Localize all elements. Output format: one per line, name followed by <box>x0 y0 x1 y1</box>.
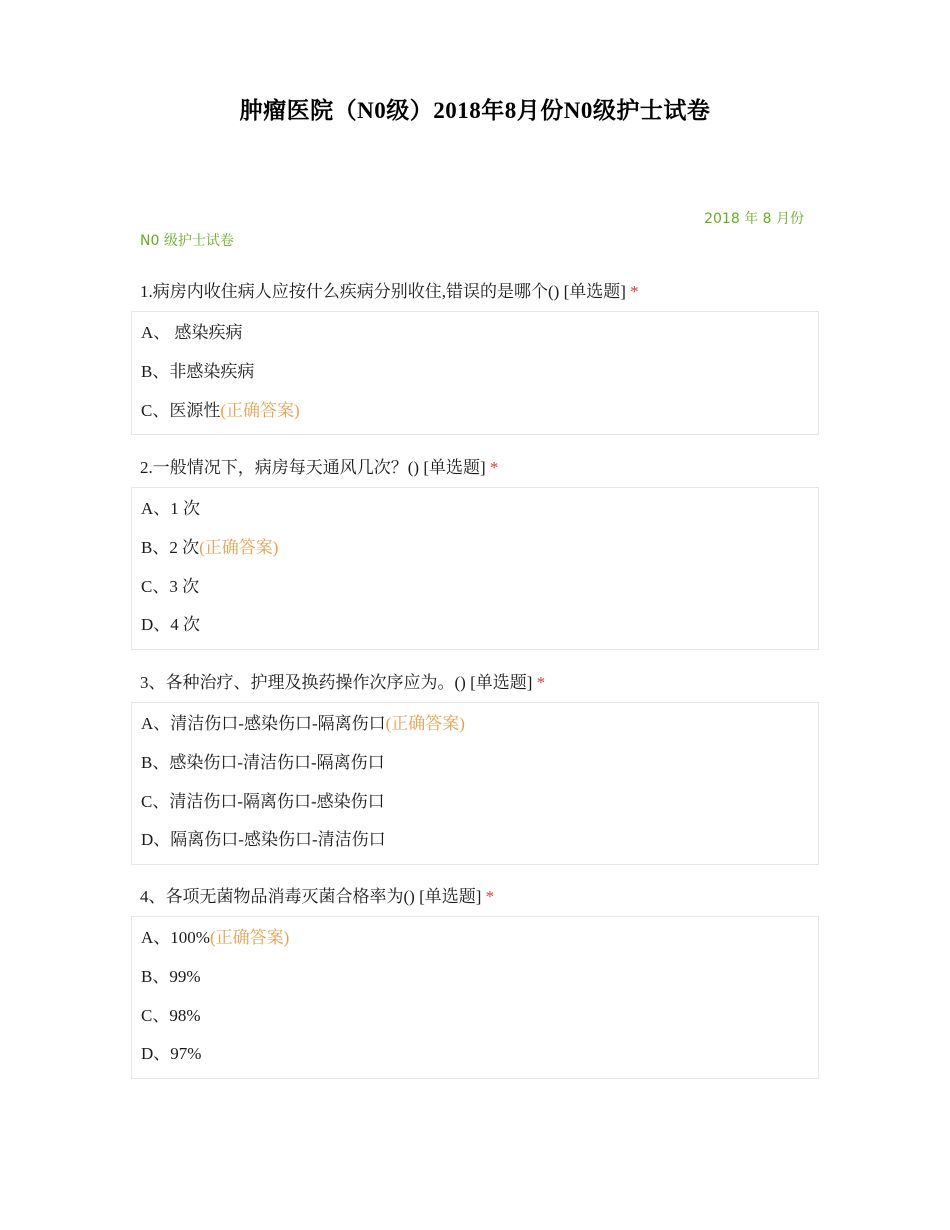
options-list <box>131 311 819 435</box>
question-1 <box>131 273 819 435</box>
options-list <box>131 487 819 650</box>
option-label: C、清洁伤口-隔离伤口-感染伤口 <box>141 791 385 811</box>
subtitle-exam-name: N0 级护士试卷 <box>140 233 234 249</box>
option-label: B、2 次 <box>141 537 200 557</box>
option-label: C、98% <box>141 1005 201 1025</box>
question-text <box>131 449 819 487</box>
option-label: A、100% <box>141 928 210 947</box>
question-text <box>131 664 819 702</box>
correct-answer-tag: (正确答案) <box>385 714 465 733</box>
required-star: * <box>489 458 499 477</box>
subtitle-date: 2018 年 8 月份 <box>704 211 804 227</box>
option-label: D、97% <box>141 1044 202 1064</box>
option-a[interactable] <box>132 490 818 529</box>
option-b[interactable] <box>132 958 818 997</box>
question-2 <box>131 449 819 650</box>
option-b[interactable] <box>132 353 818 392</box>
correct-answer-tag: (正确答案) <box>220 400 300 420</box>
option-a[interactable] <box>132 314 818 353</box>
required-star: * <box>630 282 639 301</box>
option-c[interactable] <box>132 783 818 822</box>
option-label: C、医源性 <box>141 400 221 420</box>
question-text-label: 1.病房内收住病人应按什么疾病分别收住,错误的是哪个() [单选题] <box>140 282 631 301</box>
question-3 <box>131 664 819 865</box>
option-label: B、感染伤口-清洁伤口-隔离伤口 <box>141 752 385 772</box>
option-label: A、 感染疾病 <box>141 323 243 342</box>
question-text <box>131 878 819 916</box>
options-list <box>131 702 819 865</box>
option-a[interactable] <box>132 919 818 958</box>
correct-answer-tag: (正确答案) <box>199 537 279 557</box>
question-text-label: 2.一般情况下，病房每天通风几次？() [单选题] <box>140 458 490 477</box>
question-text <box>131 273 819 311</box>
option-c[interactable] <box>132 392 818 431</box>
option-label: C、3 次 <box>141 576 200 596</box>
option-d[interactable] <box>132 821 818 860</box>
option-label: A、1 次 <box>141 499 201 518</box>
option-label: B、非感染疾病 <box>141 361 255 381</box>
required-star: * <box>485 887 495 906</box>
option-c[interactable] <box>132 568 818 607</box>
option-d[interactable] <box>132 1035 818 1074</box>
option-b[interactable] <box>132 529 818 568</box>
option-label: D、4 次 <box>141 615 201 635</box>
required-star: * <box>536 673 546 692</box>
page-title: 肿瘤医院（N0级）2018年8月份N0级护士试卷 <box>239 98 711 123</box>
option-label: B、99% <box>141 966 201 986</box>
option-a[interactable] <box>132 705 818 744</box>
question-text-label: 4、各项无菌物品消毒灭菌合格率为() [单选题] <box>140 887 486 906</box>
option-d[interactable] <box>132 606 818 645</box>
question-text-label: 3、各种治疗、护理及换药操作次序应为。() [单选题] <box>140 673 537 692</box>
options-list <box>131 916 819 1079</box>
option-b[interactable] <box>132 744 818 783</box>
option-label: D、隔离伤口-感染伤口-清洁伤口 <box>141 830 386 850</box>
option-c[interactable] <box>132 997 818 1036</box>
correct-answer-tag: (正确答案) <box>209 928 290 947</box>
question-4 <box>131 878 819 1079</box>
option-label: A、清洁伤口-感染伤口-隔离伤口 <box>141 714 386 733</box>
